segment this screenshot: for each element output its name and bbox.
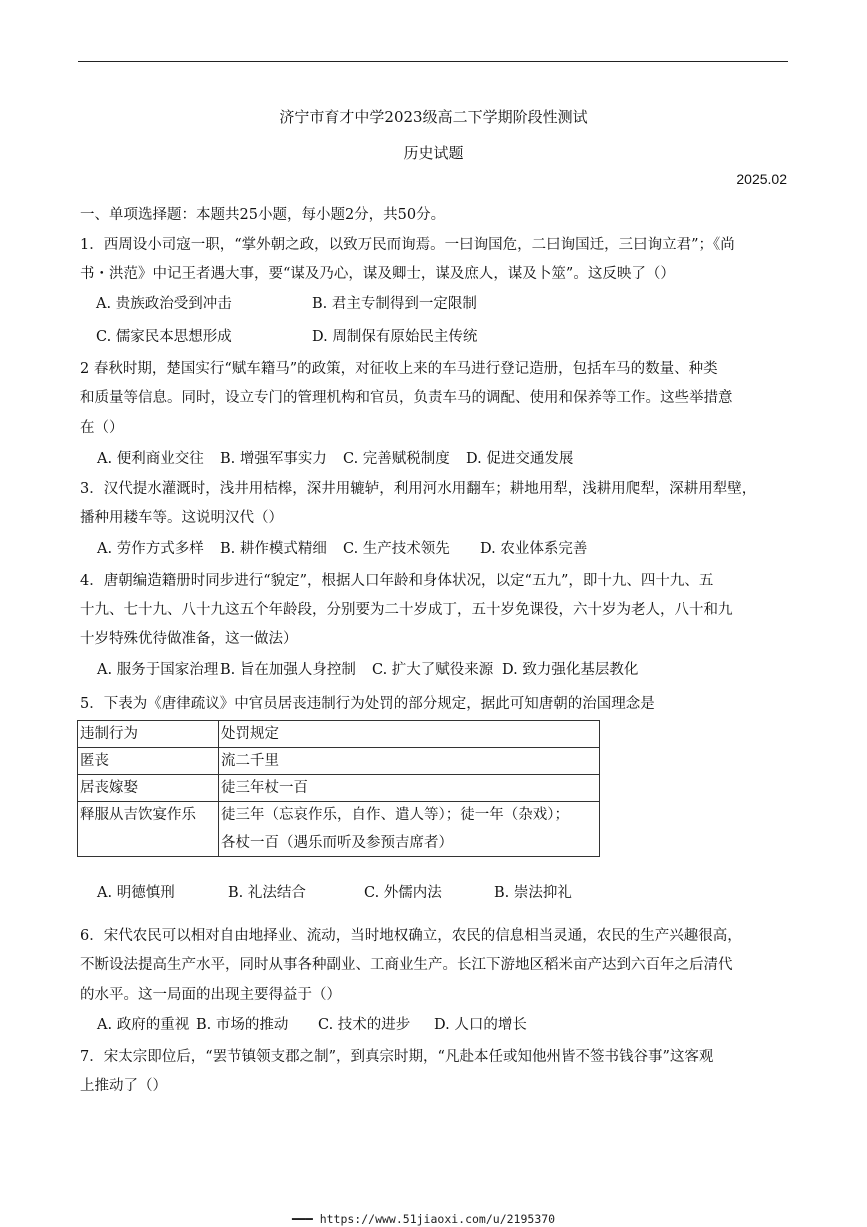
q7-line1: 7．宋太宗即位后，“罢节镇领支郡之制”，到真宗时期，“凡赴本任或知他州皆不签书钱谷事”这客观 — [80, 1049, 714, 1065]
table-header-row — [78, 721, 600, 748]
q2-option-a: A. 便利商业交往 — [97, 451, 204, 467]
table-cell: 匿丧 — [78, 748, 219, 775]
q3-line1: 3．汉代提水灌溉时，浅井用桔槔，深井用辘轳，利用河水用翻车；耕地用犁，浅耕用爬犁，深耕用犁壁， — [80, 481, 757, 497]
q3-option-c: C. 生产技术领先 — [343, 541, 450, 557]
q6-option-b: B. 市场的推动 — [196, 1017, 289, 1033]
q5-option-a: A. 明德慎刑 — [97, 885, 175, 901]
exam-date: 2025.02 — [736, 171, 787, 187]
q5-option-b: B. 礼法结合 — [228, 885, 306, 901]
q6-option-c: C. 技术的进步 — [318, 1017, 411, 1033]
table-row — [78, 802, 600, 857]
q1-line1: 1．西周设小司寇一职，“掌外朝之政，以致万民而询焉。一曰询国危，二曰询国迁，三曰询立君”；《尚 — [80, 237, 735, 253]
q2-line2: 和质量等信息。同时，设立专门的管理机构和官员，负责车马的调配、使用和保养等工作。这些举措意 — [80, 390, 733, 406]
q4-option-d: D. 致力强化基层教化 — [502, 662, 639, 678]
q4-option-b: B. 旨在加强人身控制 — [220, 662, 356, 678]
footer-watermark-link[interactable]: ━━━ https://www.51jiaoxi.com/u/2195370 — [292, 1212, 556, 1226]
q1-line2: 书・洪范》中记王者遇大事，要“谋及乃心，谋及卿士，谋及庶人，谋及卜筮”。这反映了（） — [80, 266, 675, 282]
table-header-cell: 违制行为 — [78, 721, 219, 748]
q1-option-c: C. 儒家民本思想形成 — [96, 329, 232, 345]
table-cell: 徒三年杖一百 — [219, 775, 600, 802]
table-row — [78, 775, 600, 802]
q2-line3: 在（） — [80, 420, 124, 436]
table-cell-line: 徒三年（忘哀作乐，自作、遣人等）；徒一年（杂戏）； — [221, 807, 569, 823]
q4-option-a: A. 服务于国家治理 — [97, 662, 219, 678]
q6-option-a: A. 政府的重视 — [97, 1017, 190, 1033]
q6-option-d: D. 人口的增长 — [434, 1017, 527, 1033]
q3-option-d: D. 农业体系完善 — [480, 541, 588, 557]
q3-line2: 播种用耧车等。这说明汉代（） — [80, 510, 283, 526]
q6-line3: 的水平。这一局面的出现主要得益于（） — [80, 987, 341, 1003]
table-cell — [219, 802, 600, 857]
table-cell: 流二千里 — [219, 748, 600, 775]
q4-line1: 4．唐朝编造籍册时同步进行“貌定”，根据人口年龄和身体状况，以定“五九”，即十九、四十九、五 — [80, 573, 714, 589]
table-header-cell: 处罚规定 — [219, 721, 600, 748]
exam-subtitle: 历史试题 — [403, 144, 464, 162]
q6-line2: 不断设法提高生产水平，同时从事各种副业、工商业生产。长江下游地区稻米亩产达到六百年之后清代 — [80, 957, 733, 973]
q3-option-b: B. 耕作模式精细 — [220, 541, 327, 557]
q1-option-b: B. 君主专制得到一定限制 — [312, 296, 477, 312]
q2-option-d: D. 促进交通发展 — [466, 451, 574, 467]
q2-line1: 2 春秋时期，楚国实行“赋车籍马”的政策，对征收上来的车马进行登记造册，包括车马的数量、种类 — [80, 361, 718, 377]
q7-line2: 上推动了（） — [80, 1078, 167, 1094]
q2-option-b: B. 增强军事实力 — [220, 451, 327, 467]
section-heading: 一、单项选择题：本题共25小题，每小题2分，共50分。 — [80, 207, 446, 223]
table-row — [78, 748, 600, 775]
table-cell: 释服从吉饮宴作乐 — [78, 802, 219, 857]
penalty-table — [77, 720, 600, 857]
q3-option-a: A. 劳作方式多样 — [97, 541, 204, 557]
exam-title: 济宁市育才中学2023级高二下学期阶段性测试 — [279, 108, 588, 126]
q6-line1: 6．宋代农民可以相对自由地择业、流动，当时地权确立，农民的信息相当灵通，农民的生产兴趣很高， — [80, 928, 742, 944]
q2-option-c: C. 完善赋税制度 — [343, 451, 450, 467]
q5-line1: 5．下表为《唐律疏议》中官员居丧违制行为处罚的部分规定，据此可知唐朝的治国理念是 — [80, 696, 655, 712]
q4-option-c: C. 扩大了赋役来源 — [372, 662, 494, 678]
top-rule — [78, 61, 788, 62]
q5-option-d: B. 崇法抑礼 — [494, 885, 572, 901]
q1-option-d: D. 周制保有原始民主传统 — [312, 329, 478, 345]
q1-option-a: A. 贵族政治受到冲击 — [96, 296, 232, 312]
table-cell-line: 各杖一百（遇乐而听及参预吉席者） — [221, 835, 453, 851]
q5-option-c: C. 外儒内法 — [364, 885, 442, 901]
q4-line3: 十岁特殊优待做准备，这一做法） — [80, 631, 298, 647]
q4-line2: 十九、七十九、八十九这五个年龄段，分别要为二十岁成丁，五十岁免课役，六十岁为老人，八十和九 — [80, 602, 733, 618]
table-cell: 居丧嫁娶 — [78, 775, 219, 802]
